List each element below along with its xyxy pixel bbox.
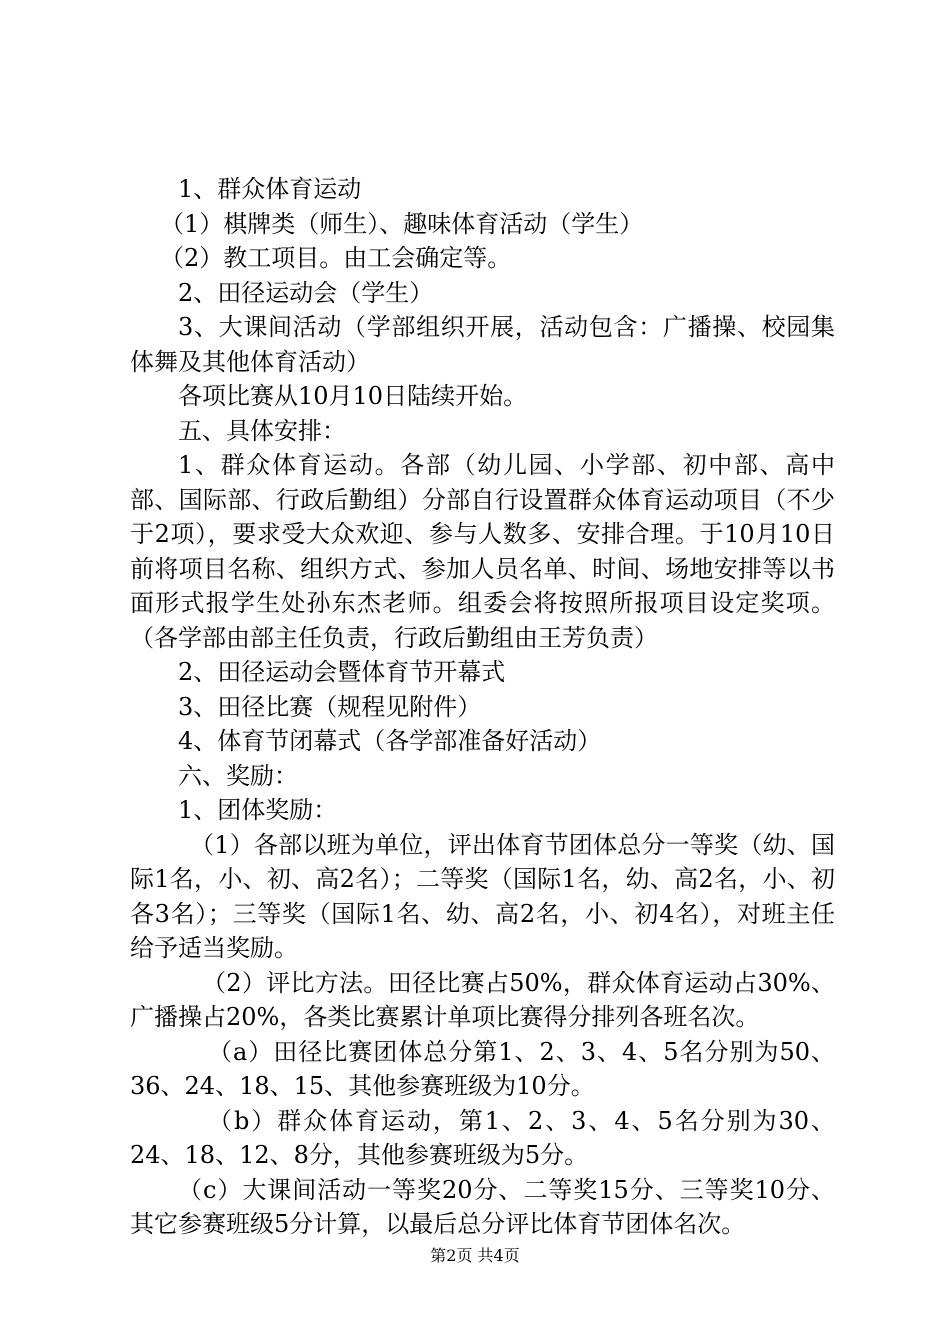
paragraph: （1）棋牌类（师生）、趣味体育活动（学生） [160,209,644,238]
paragraph: 1、群众体育运动 [178,175,362,203]
paragraph: （2）教工项目。由工会确定等。 [160,244,512,272]
page-number: 第2页 共4页 [430,1246,520,1265]
document-body [130,172,835,1242]
paragraph: 1、团体奖励： [178,796,338,824]
paragraph: 4、体育节闭幕式（各学部准备好活动） [178,727,602,755]
paragraph: 3、田径比赛（规程见附件） [178,692,482,721]
section-heading: 六、奖励： [178,761,298,790]
paragraph: 2、田径运动会（学生） [178,278,434,307]
paragraph: 1、群众体育运动。各部（幼儿园、小学部、初中部、高中部、国际部、行政后勤组）分部自行设置群众体育运动项目（不少于2项），要求受大众欢迎、参与人数多、安排合理。于10月10日前将项目名称、组织方式、参加人员名单、时间、场地安排等以书面形式报学生处孙东杰老师。组委会将按照所报项目设定奖项。（各学部由部主任负责，行政后勤组由王芳负责） [130,451,835,652]
paragraph: 各项比赛从10月10日陆续开始。 [178,382,528,410]
paragraph: 2、田径运动会暨体育节开幕式 [178,658,506,686]
paragraph: 3、大课间活动（学部组织开展，活动包含：广播操、校园集体舞及其他体育活动） [130,313,835,376]
paragraph: （2）评比方法。田径比赛占50%，群众体育运动占30%、广播操占20%，各类比赛累计单项比赛得分排列各班名次。 [130,968,835,1031]
paragraph: （b）群众体育运动，第1、2、3、4、5名分别为30、24、18、12、8分，其他参赛班级为5分。 [130,1106,835,1169]
paragraph: （c）大课间活动一等奖20分、二等奖15分、三等奖10分、其它参赛班级5分计算，以最后总分评比体育节团体名次。 [130,1175,835,1238]
paragraph: （1）各部以班为单位，评出体育节团体总分一等奖（幼、国际1名，小、初、高2名）；二等奖（国际1名，幼、高2名，小、初各3名）；三等奖（国际1名、幼、高2名，小、初4名），对班主任给予适当奖励。 [130,830,835,962]
paragraph: （a）田径比赛团体总分第1、2、3、4、5名分别为50、36、24、18、15、其他参赛班级为10分。 [130,1037,835,1100]
section-heading: 五、具体安排： [178,416,346,445]
